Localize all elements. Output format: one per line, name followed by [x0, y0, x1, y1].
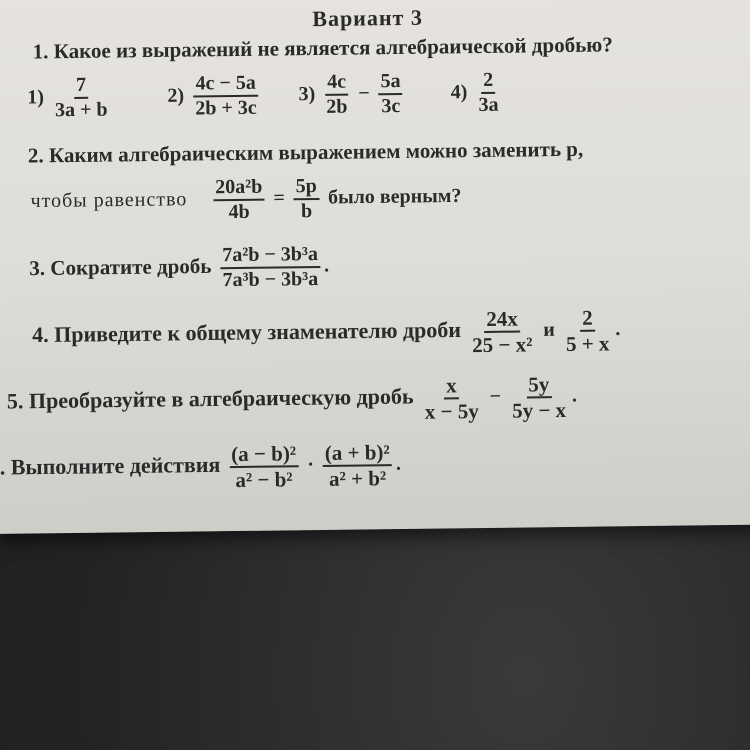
- option-1-fraction: [53, 75, 110, 122]
- option-3-fraction-2: [378, 71, 403, 117]
- question-1-options: [27, 70, 505, 122]
- question-6-fraction-2: [323, 441, 393, 490]
- question-6-denominator-1: a² − b²: [235, 467, 293, 493]
- question-4-and: и: [543, 318, 555, 341]
- option-2-label: 2): [167, 84, 185, 107]
- question-6: [0, 441, 401, 494]
- question-6-numerator-1: (a − b)²: [229, 442, 298, 468]
- question-5-fraction-1: [422, 374, 481, 423]
- question-3-numerator: 7a²b − 3b³a: [220, 244, 320, 269]
- option-2-denominator: 2b + 3c: [195, 96, 257, 120]
- question-2-prefix: чтобы равенство: [30, 188, 188, 213]
- option-1-denominator: 3a + b: [54, 98, 108, 122]
- question-4-text: 4. Приведите к общему знаменателю дроби: [31, 316, 462, 348]
- option-2-numerator: 4c − 5a: [193, 73, 258, 98]
- option-3-label: 3): [298, 82, 316, 105]
- option-3-denominator-1: 2b: [326, 95, 348, 118]
- question-6-denominator-2: a² + b²: [328, 466, 387, 491]
- question-2-lhs-denominator: 4b: [228, 200, 250, 224]
- option-3-operator: −: [358, 81, 370, 105]
- question-2-rhs-denominator: b: [300, 200, 313, 223]
- question-5: [7, 373, 578, 428]
- variant-title: Вариант 3: [312, 4, 424, 32]
- question-6-operator: ·: [307, 453, 315, 476]
- question-4-end: .: [615, 317, 621, 341]
- question-2-suffix: было верным?: [327, 184, 462, 209]
- option-4-fraction: [476, 70, 501, 116]
- option-4-numerator: 2: [481, 70, 495, 94]
- question-3-text: 3. Сократите дробь: [29, 253, 212, 281]
- question-5-fraction-2: [510, 373, 569, 422]
- option-2-fraction: [193, 73, 259, 120]
- question-4: [32, 306, 621, 361]
- question-3: [29, 244, 329, 294]
- question-3-end: .: [323, 254, 330, 277]
- question-5-operator: −: [489, 385, 502, 408]
- question-1-text: 1. Какое из выражений не является алгебраической дробью?: [32, 32, 613, 64]
- question-6-numerator-2: (a + b)²: [323, 441, 392, 467]
- question-2-equals: =: [273, 187, 286, 210]
- question-4-denominator-2: 5 + x: [565, 331, 610, 357]
- option-1-numerator: 7: [74, 75, 88, 99]
- question-2-rhs-numerator: 5p: [294, 176, 319, 200]
- question-3-denominator: 7a³b − 3b³a: [222, 268, 319, 292]
- question-5-text: 5. Преобразуйте в алгебраическую дробь: [6, 383, 414, 414]
- option-4-denominator: 3a: [478, 93, 499, 117]
- question-2-lhs-fraction: [213, 177, 265, 224]
- question-4-fraction-2: [564, 306, 612, 355]
- question-2-lhs-numerator: 20a²b: [213, 177, 264, 202]
- option-3-numerator-2: 5a: [378, 71, 402, 95]
- question-5-denominator-2: 5y − x: [511, 398, 567, 423]
- option-3-numerator-1: 4c: [325, 72, 348, 96]
- option-3: [298, 69, 411, 118]
- option-3-fraction-1: [324, 72, 350, 118]
- option-2: [167, 71, 267, 120]
- question-6-fraction-1: [229, 442, 299, 491]
- option-1: [27, 73, 118, 122]
- question-5-denominator-1: x − 5y: [424, 399, 479, 424]
- option-1-label: 1): [27, 85, 45, 109]
- question-2-rhs-fraction: [294, 176, 320, 222]
- question-4-fraction-1: [470, 307, 535, 356]
- option-4: [450, 68, 505, 117]
- question-3-fraction: [220, 244, 320, 291]
- question-5-numerator-2: 5y: [526, 373, 551, 398]
- question-4-numerator-1: 24x: [484, 308, 520, 333]
- question-4-denominator-1: 25 − x²: [472, 332, 533, 358]
- question-5-end: .: [571, 384, 578, 407]
- question-6-end: .: [395, 452, 402, 475]
- question-4-numerator-2: 2: [580, 307, 595, 332]
- question-2-equation: [30, 174, 461, 225]
- option-3-denominator-2: 3c: [381, 94, 401, 118]
- question-2-text: 2. Каким алгебраическим выражением можно заменить p,: [27, 136, 584, 168]
- question-6-text: . Выполните действия: [0, 451, 221, 480]
- option-4-label: 4): [450, 80, 468, 103]
- question-5-numerator-1: x: [444, 374, 459, 399]
